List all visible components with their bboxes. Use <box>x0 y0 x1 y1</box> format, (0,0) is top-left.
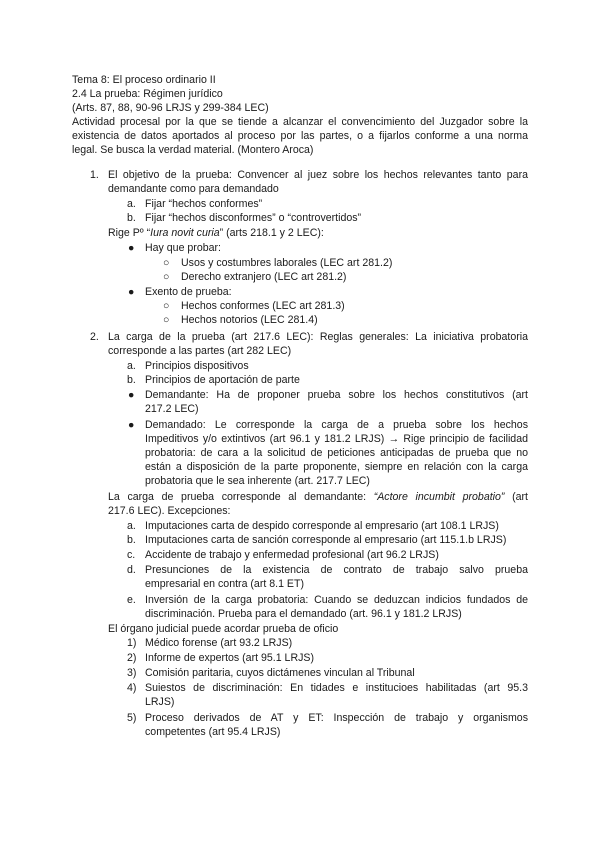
list-marker: b. <box>127 374 136 386</box>
list-item: Presunciones de la existencia de contrato de trabajo salvo prueba <box>145 564 528 576</box>
list-item: Comisión paritaria, cuyos dictámenes vinculan al Tribunal <box>145 667 415 679</box>
doc-refs: (Arts. 87, 88, 90-96 LRJS y 299-384 LEC) <box>72 102 269 114</box>
carga-italic: “Actore incumbit probatio” <box>373 491 505 503</box>
intro-line: existencia de datos aportados al proceso por las partes, o a fijarlos conforme a una norma <box>72 130 528 142</box>
s2-line: corresponde a las partes (art 282 LEC) <box>108 345 292 357</box>
list-item: probatoria: de cara a la solicitud de peticiones anticipadas de prueba que no <box>145 447 528 459</box>
list-item: competentes (art 95.4 LRJS) <box>145 726 281 738</box>
circle-bullet-icon: ○ <box>163 257 170 269</box>
list-item: 217.2 LEC) <box>145 403 199 415</box>
list-item: Principios de aportación de parte <box>145 374 300 386</box>
list-item: Fijar “hechos conformes” <box>145 198 263 210</box>
list-item: LRJS) <box>145 696 175 708</box>
s1-line: El objetivo de la prueba: Convencer al juez sobre los hechos relevantes tanto para <box>108 169 528 181</box>
list-marker: b. <box>127 534 136 546</box>
circle-bullet-icon: ○ <box>163 300 170 312</box>
list-item: Principios dispositivos <box>145 360 249 372</box>
circle-bullet-icon: ○ <box>163 314 170 326</box>
list-marker: a. <box>127 520 136 532</box>
list-item: Inversión de la carga probatoria: Cuando se deduzcan indicios fundados de <box>145 594 528 606</box>
bullet-icon: ● <box>128 242 135 254</box>
list-marker: c. <box>127 549 136 561</box>
rige-post: ” (arts 218.1 y 2 LEC): <box>219 227 324 239</box>
list-item: Fijar “hechos disconformes” o “controvertidos” <box>145 212 362 224</box>
list-item: Médico forense (art 93.2 LRJS) <box>145 637 293 649</box>
list-item: Suiestos de discriminación: En tidades e institucioes habilitadas (art 95.3 <box>145 682 528 694</box>
carga-line <box>108 490 528 504</box>
list-item: Imputaciones carta de despido corresponde al empresario (art 108.1 LRJS) <box>145 520 499 532</box>
circle-bullet-icon: ○ <box>163 271 170 283</box>
list-marker: 4) <box>127 682 137 694</box>
list-marker: a. <box>127 198 136 210</box>
rige-italic: Iura novit curia <box>150 227 220 239</box>
doc-subtitle: 2.4 La prueba: Régimen jurídico <box>72 88 223 100</box>
bullet-icon: ● <box>128 419 135 431</box>
list-marker: 1) <box>127 637 137 649</box>
rige-line <box>108 226 324 240</box>
list-item: Demandante: Ha de proponer prueba sobre los hechos constitutivos (art <box>145 389 528 401</box>
list-marker: 3) <box>127 667 137 679</box>
intro-line: legal. Se busca la verdad material. (Montero Aroca) <box>72 144 314 156</box>
list-item: están a disposición de la parte proponente, siempre en relación con la carga <box>145 461 528 473</box>
s1-line: demandante como para demandado <box>108 183 279 195</box>
organo-line: El órgano judicial puede acordar prueba de oficio <box>108 623 339 635</box>
list-item: Informe de expertos (art 95.1 LRJS) <box>145 652 314 664</box>
list-marker: b. <box>127 212 136 224</box>
list-marker: e. <box>127 594 136 606</box>
bullet-icon: ● <box>128 286 135 298</box>
list-item: Hay que probar: <box>145 242 221 254</box>
list-marker: d. <box>127 564 136 576</box>
rige-pre: Rige Pº “ <box>108 227 151 239</box>
list-item: probatoria que le sea inherente (art. 217.7 LEC) <box>145 475 370 487</box>
list-marker: 1. <box>90 169 99 181</box>
s2-line: La carga de la prueba (art 217.6 LEC): Reglas generales: La iniciativa probatoria <box>108 331 528 343</box>
doc-title: Tema 8: El proceso ordinario II <box>72 74 216 86</box>
list-marker: a. <box>127 360 136 372</box>
carga-pre: La carga de prueba corresponde al demandante: <box>108 491 374 503</box>
carga-line: 217.6 LEC). Excepciones: <box>108 505 231 517</box>
bullet-icon: ● <box>128 389 135 401</box>
list-item: Derecho extranjero (LEC art 281.2) <box>181 271 347 283</box>
list-marker: 2) <box>127 652 137 664</box>
list-item: Imputaciones carta de sanción corresponde al empresario (art 115.1.b LRJS) <box>145 534 507 546</box>
list-item: Hechos conformes (LEC art 281.3) <box>181 300 345 312</box>
list-marker: 2. <box>90 331 99 343</box>
list-item: Proceso derivados de AT y ET: Inspección de trabajo y organismos <box>145 712 528 724</box>
list-marker: 5) <box>127 712 137 724</box>
list-item: Usos y costumbres laborales (LEC art 281.2) <box>181 257 393 269</box>
intro-line: Actividad procesal por la que se tiende a alcanzar el convencimiento del Juzgador sobre la <box>72 116 528 128</box>
list-item: Exento de prueba: <box>145 286 232 298</box>
carga-post: (art <box>504 491 528 503</box>
list-item: Accidente de trabajo y enfermedad profesional (art 96.2 LRJS) <box>145 549 439 561</box>
list-item: Demandado: Le corresponde la carga de a prueba sobre los hechos <box>145 419 528 431</box>
list-item: Impeditivos y/o extintivos (art 96.1 y 181.2 LRJS) → Rige principio de facilidad <box>145 433 528 445</box>
list-item: empresarial en contra (art 8.1 ET) <box>145 578 304 590</box>
list-item: Hechos notorios (LEC 281.4) <box>181 314 318 326</box>
list-item: discriminación. Prueba para el demandado (art. 96.1 y 181.2 LRJS) <box>145 608 462 620</box>
